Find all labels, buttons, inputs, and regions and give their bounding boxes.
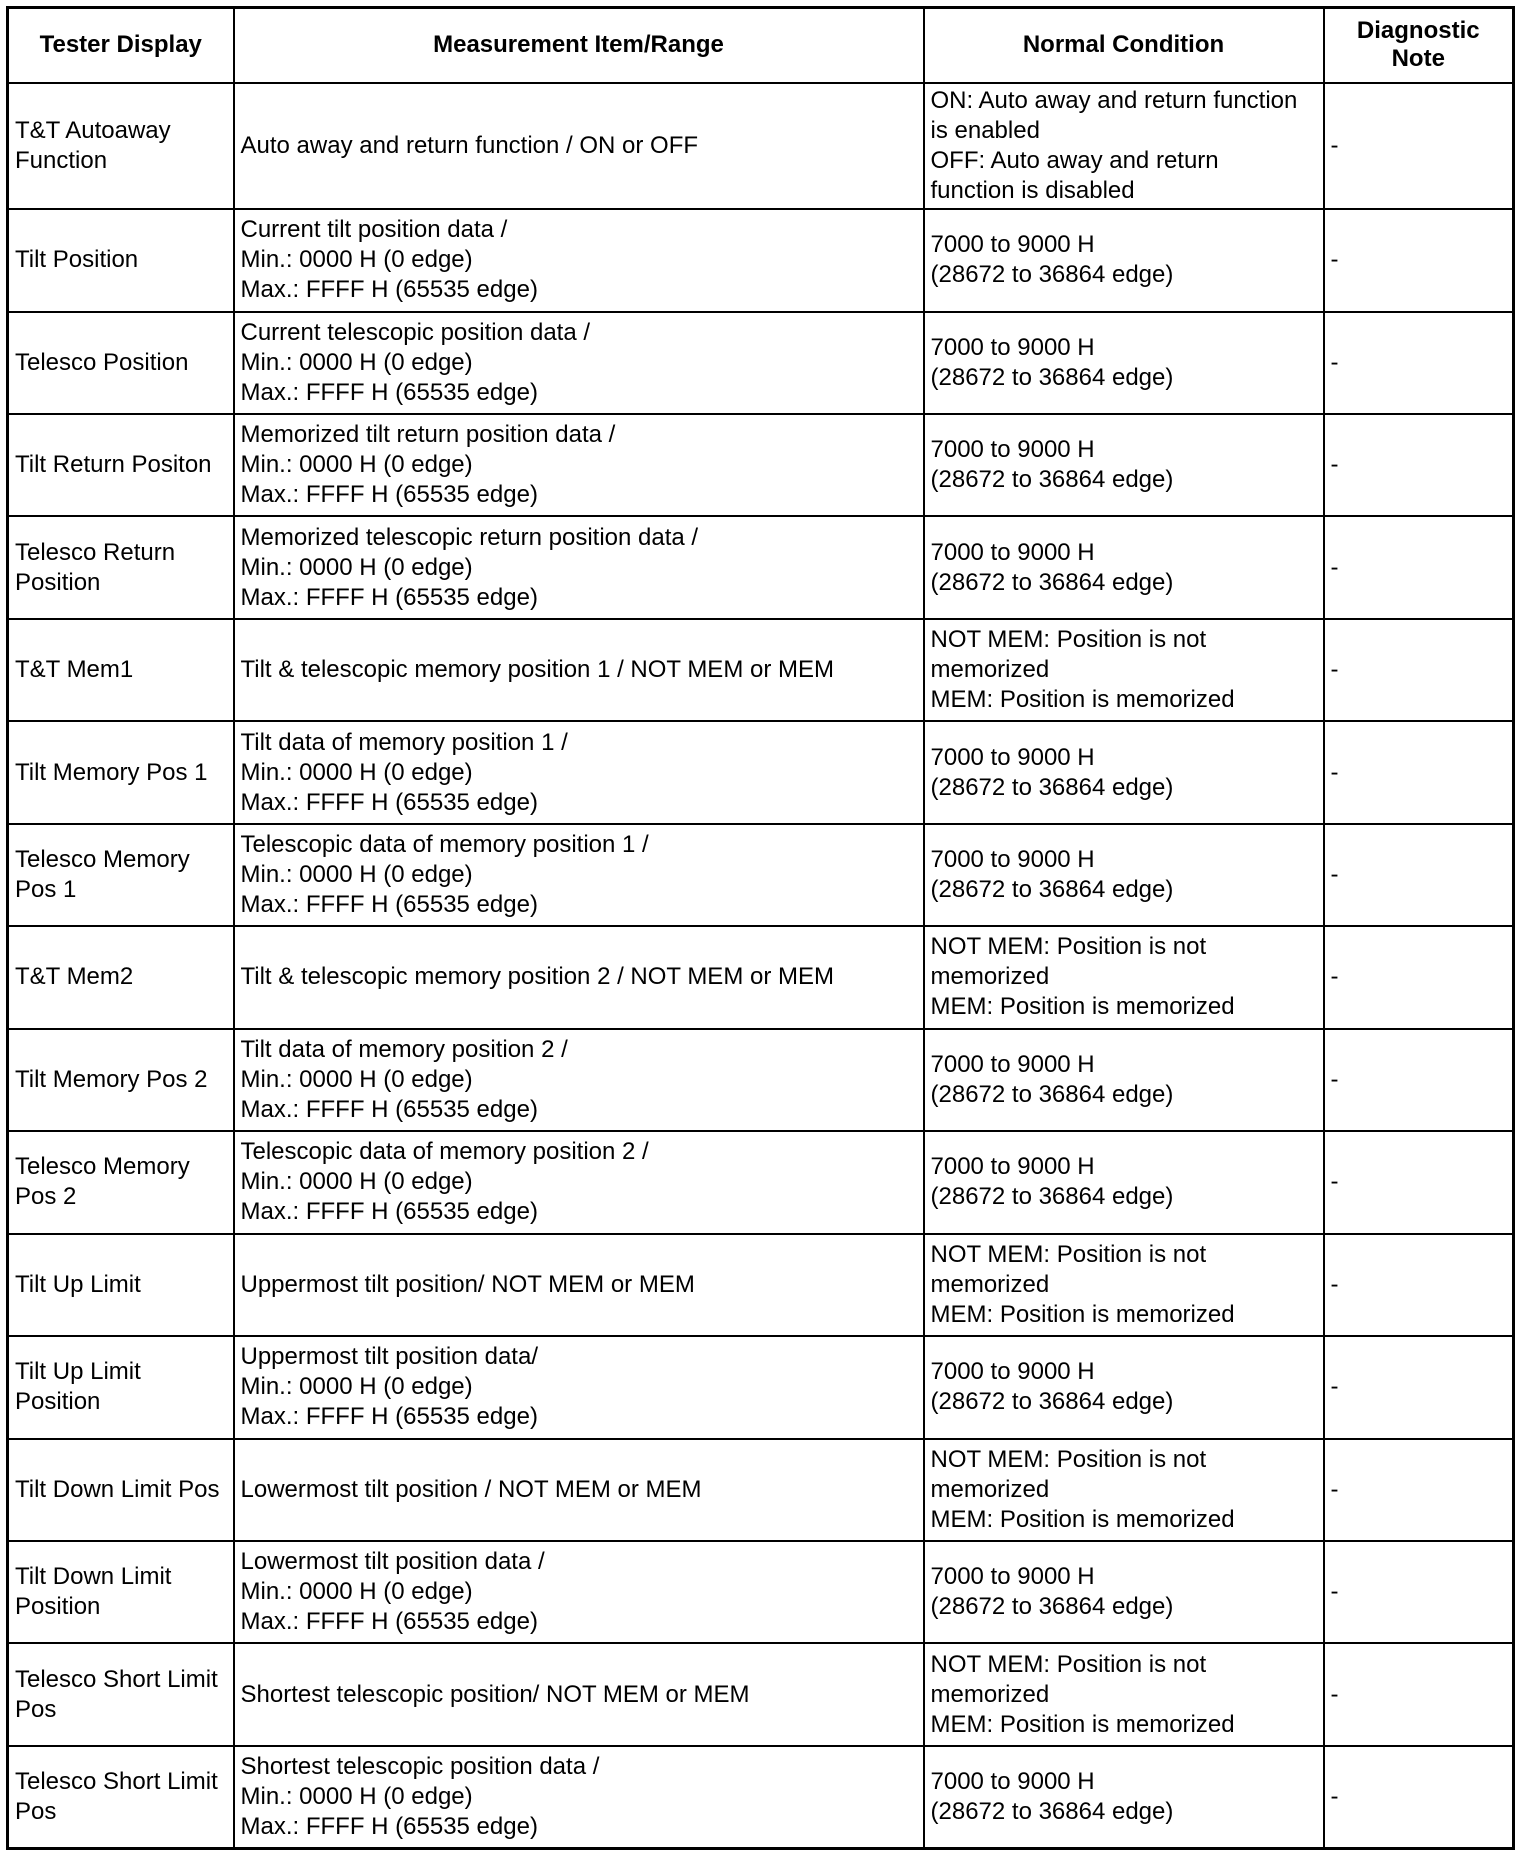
tester-display-cell: Telesco Position: [8, 312, 234, 414]
table-row: [8, 926, 1514, 1028]
diagnostic-note-cell: -: [1324, 1336, 1514, 1438]
normal-condition-cell: 7000 to 9000 H (28672 to 36864 edge): [924, 516, 1324, 618]
diagnostic-note-cell: -: [1324, 1234, 1514, 1336]
measurement-cell: Current telescopic position data / Min.: 0000 H (0 edge) Max.: FFFF H (65535 edge): [234, 312, 924, 414]
table-row: [8, 619, 1514, 721]
header-normal-condition: Normal Condition: [924, 8, 1324, 83]
tester-display-cell: Tilt Memory Pos 2: [8, 1029, 234, 1131]
measurement-cell: Telescopic data of memory position 2 / Min.: 0000 H (0 edge) Max.: FFFF H (65535 edge): [234, 1131, 924, 1233]
table-row: [8, 721, 1514, 823]
tester-display-cell: Tilt Down Limit Pos: [8, 1439, 234, 1541]
table-row: [8, 312, 1514, 414]
normal-condition-cell: 7000 to 9000 H (28672 to 36864 edge): [924, 824, 1324, 926]
header-tester-display: Tester Display: [8, 8, 234, 83]
diagnostic-note-cell: -: [1324, 312, 1514, 414]
measurement-cell: Uppermost tilt position data/ Min.: 0000 H (0 edge) Max.: FFFF H (65535 edge): [234, 1336, 924, 1438]
diagnostic-note-cell: -: [1324, 1439, 1514, 1541]
diagnostic-note-cell: -: [1324, 1029, 1514, 1131]
diagnostic-note-cell: -: [1324, 1131, 1514, 1233]
measurement-cell: Shortest telescopic position data / Min.: 0000 H (0 edge) Max.: FFFF H (65535 edge): [234, 1746, 924, 1849]
table-row: [8, 516, 1514, 618]
data-list-sheet: [6, 6, 1512, 1850]
table-row: [8, 1131, 1514, 1233]
measurement-cell: Tilt & telescopic memory position 2 / NOT MEM or MEM: [234, 926, 924, 1028]
diagnostic-note-cell: -: [1324, 926, 1514, 1028]
normal-condition-cell: 7000 to 9000 H (28672 to 36864 edge): [924, 1131, 1324, 1233]
measurement-cell: Telescopic data of memory position 1 / Min.: 0000 H (0 edge) Max.: FFFF H (65535 edge): [234, 824, 924, 926]
normal-condition-cell: NOT MEM: Position is not memorized MEM: Position is memorized: [924, 926, 1324, 1028]
normal-condition-cell: NOT MEM: Position is not memorized MEM: Position is memorized: [924, 1234, 1324, 1336]
table-row: [8, 1234, 1514, 1336]
diagnostic-note-cell: -: [1324, 619, 1514, 721]
normal-condition-cell: 7000 to 9000 H (28672 to 36864 edge): [924, 1029, 1324, 1131]
measurement-cell: Uppermost tilt position/ NOT MEM or MEM: [234, 1234, 924, 1336]
table-row: [8, 209, 1514, 311]
table-row: [8, 1746, 1514, 1849]
measurement-cell: Memorized telescopic return position data / Min.: 0000 H (0 edge) Max.: FFFF H (65535 edge): [234, 516, 924, 618]
table-row: [8, 414, 1514, 516]
normal-condition-cell: 7000 to 9000 H (28672 to 36864 edge): [924, 721, 1324, 823]
tester-display-cell: Tilt Memory Pos 1: [8, 721, 234, 823]
tester-display-cell: Telesco Short Limit Pos: [8, 1746, 234, 1849]
normal-condition-cell: ON: Auto away and return function is enabled OFF: Auto away and return function is disabled: [924, 83, 1324, 210]
table-row: [8, 1439, 1514, 1541]
tester-display-cell: T&T Autoaway Function: [8, 83, 234, 210]
normal-condition-cell: 7000 to 9000 H (28672 to 36864 edge): [924, 414, 1324, 516]
tester-display-cell: T&T Mem2: [8, 926, 234, 1028]
tester-display-cell: Telesco Memory Pos 1: [8, 824, 234, 926]
measurement-cell: Tilt data of memory position 1 / Min.: 0000 H (0 edge) Max.: FFFF H (65535 edge): [234, 721, 924, 823]
tester-display-cell: Telesco Short Limit Pos: [8, 1643, 234, 1745]
diagnostic-note-cell: -: [1324, 83, 1514, 210]
normal-condition-cell: NOT MEM: Position is not memorized MEM: Position is memorized: [924, 1643, 1324, 1745]
measurement-cell: Memorized tilt return position data / Min.: 0000 H (0 edge) Max.: FFFF H (65535 edge): [234, 414, 924, 516]
header-measurement-item: Measurement Item/Range: [234, 8, 924, 83]
diagnostic-note-cell: -: [1324, 414, 1514, 516]
tester-display-cell: Tilt Up Limit Position: [8, 1336, 234, 1438]
table-row: [8, 1336, 1514, 1438]
table-row: [8, 83, 1514, 210]
normal-condition-cell: 7000 to 9000 H (28672 to 36864 edge): [924, 312, 1324, 414]
table-row: [8, 1643, 1514, 1745]
measurement-cell: Lowermost tilt position / NOT MEM or MEM: [234, 1439, 924, 1541]
measurement-cell: Auto away and return function / ON or OFF: [234, 83, 924, 210]
table-row: [8, 1541, 1514, 1643]
tester-display-cell: T&T Mem1: [8, 619, 234, 721]
header-row: [8, 8, 1514, 83]
measurement-cell: Tilt data of memory position 2 / Min.: 0000 H (0 edge) Max.: FFFF H (65535 edge): [234, 1029, 924, 1131]
diagnostic-note-cell: -: [1324, 1746, 1514, 1849]
diagnostic-note-cell: -: [1324, 824, 1514, 926]
measurement-cell: Shortest telescopic position/ NOT MEM or MEM: [234, 1643, 924, 1745]
table-row: [8, 1029, 1514, 1131]
normal-condition-cell: NOT MEM: Position is not memorized MEM: Position is memorized: [924, 619, 1324, 721]
diagnostic-note-cell: -: [1324, 721, 1514, 823]
diagnostic-note-cell: -: [1324, 516, 1514, 618]
tester-display-cell: Tilt Position: [8, 209, 234, 311]
normal-condition-cell: 7000 to 9000 H (28672 to 36864 edge): [924, 1746, 1324, 1849]
diagnostic-note-cell: -: [1324, 1541, 1514, 1643]
diagnostic-note-cell: -: [1324, 209, 1514, 311]
diagnostic-note-cell: -: [1324, 1643, 1514, 1745]
tester-display-cell: Telesco Return Position: [8, 516, 234, 618]
table-row: [8, 824, 1514, 926]
normal-condition-cell: 7000 to 9000 H (28672 to 36864 edge): [924, 209, 1324, 311]
header-diagnostic-note: Diagnostic Note: [1324, 8, 1514, 83]
data-list-table: [6, 6, 1515, 1850]
tester-display-cell: Tilt Down Limit Position: [8, 1541, 234, 1643]
measurement-cell: Tilt & telescopic memory position 1 / NOT MEM or MEM: [234, 619, 924, 721]
normal-condition-cell: 7000 to 9000 H (28672 to 36864 edge): [924, 1541, 1324, 1643]
tester-display-cell: Tilt Return Positon: [8, 414, 234, 516]
normal-condition-cell: 7000 to 9000 H (28672 to 36864 edge): [924, 1336, 1324, 1438]
normal-condition-cell: NOT MEM: Position is not memorized MEM: Position is memorized: [924, 1439, 1324, 1541]
tester-display-cell: Tilt Up Limit: [8, 1234, 234, 1336]
measurement-cell: Current tilt position data / Min.: 0000 H (0 edge) Max.: FFFF H (65535 edge): [234, 209, 924, 311]
tester-display-cell: Telesco Memory Pos 2: [8, 1131, 234, 1233]
measurement-cell: Lowermost tilt position data / Min.: 0000 H (0 edge) Max.: FFFF H (65535 edge): [234, 1541, 924, 1643]
